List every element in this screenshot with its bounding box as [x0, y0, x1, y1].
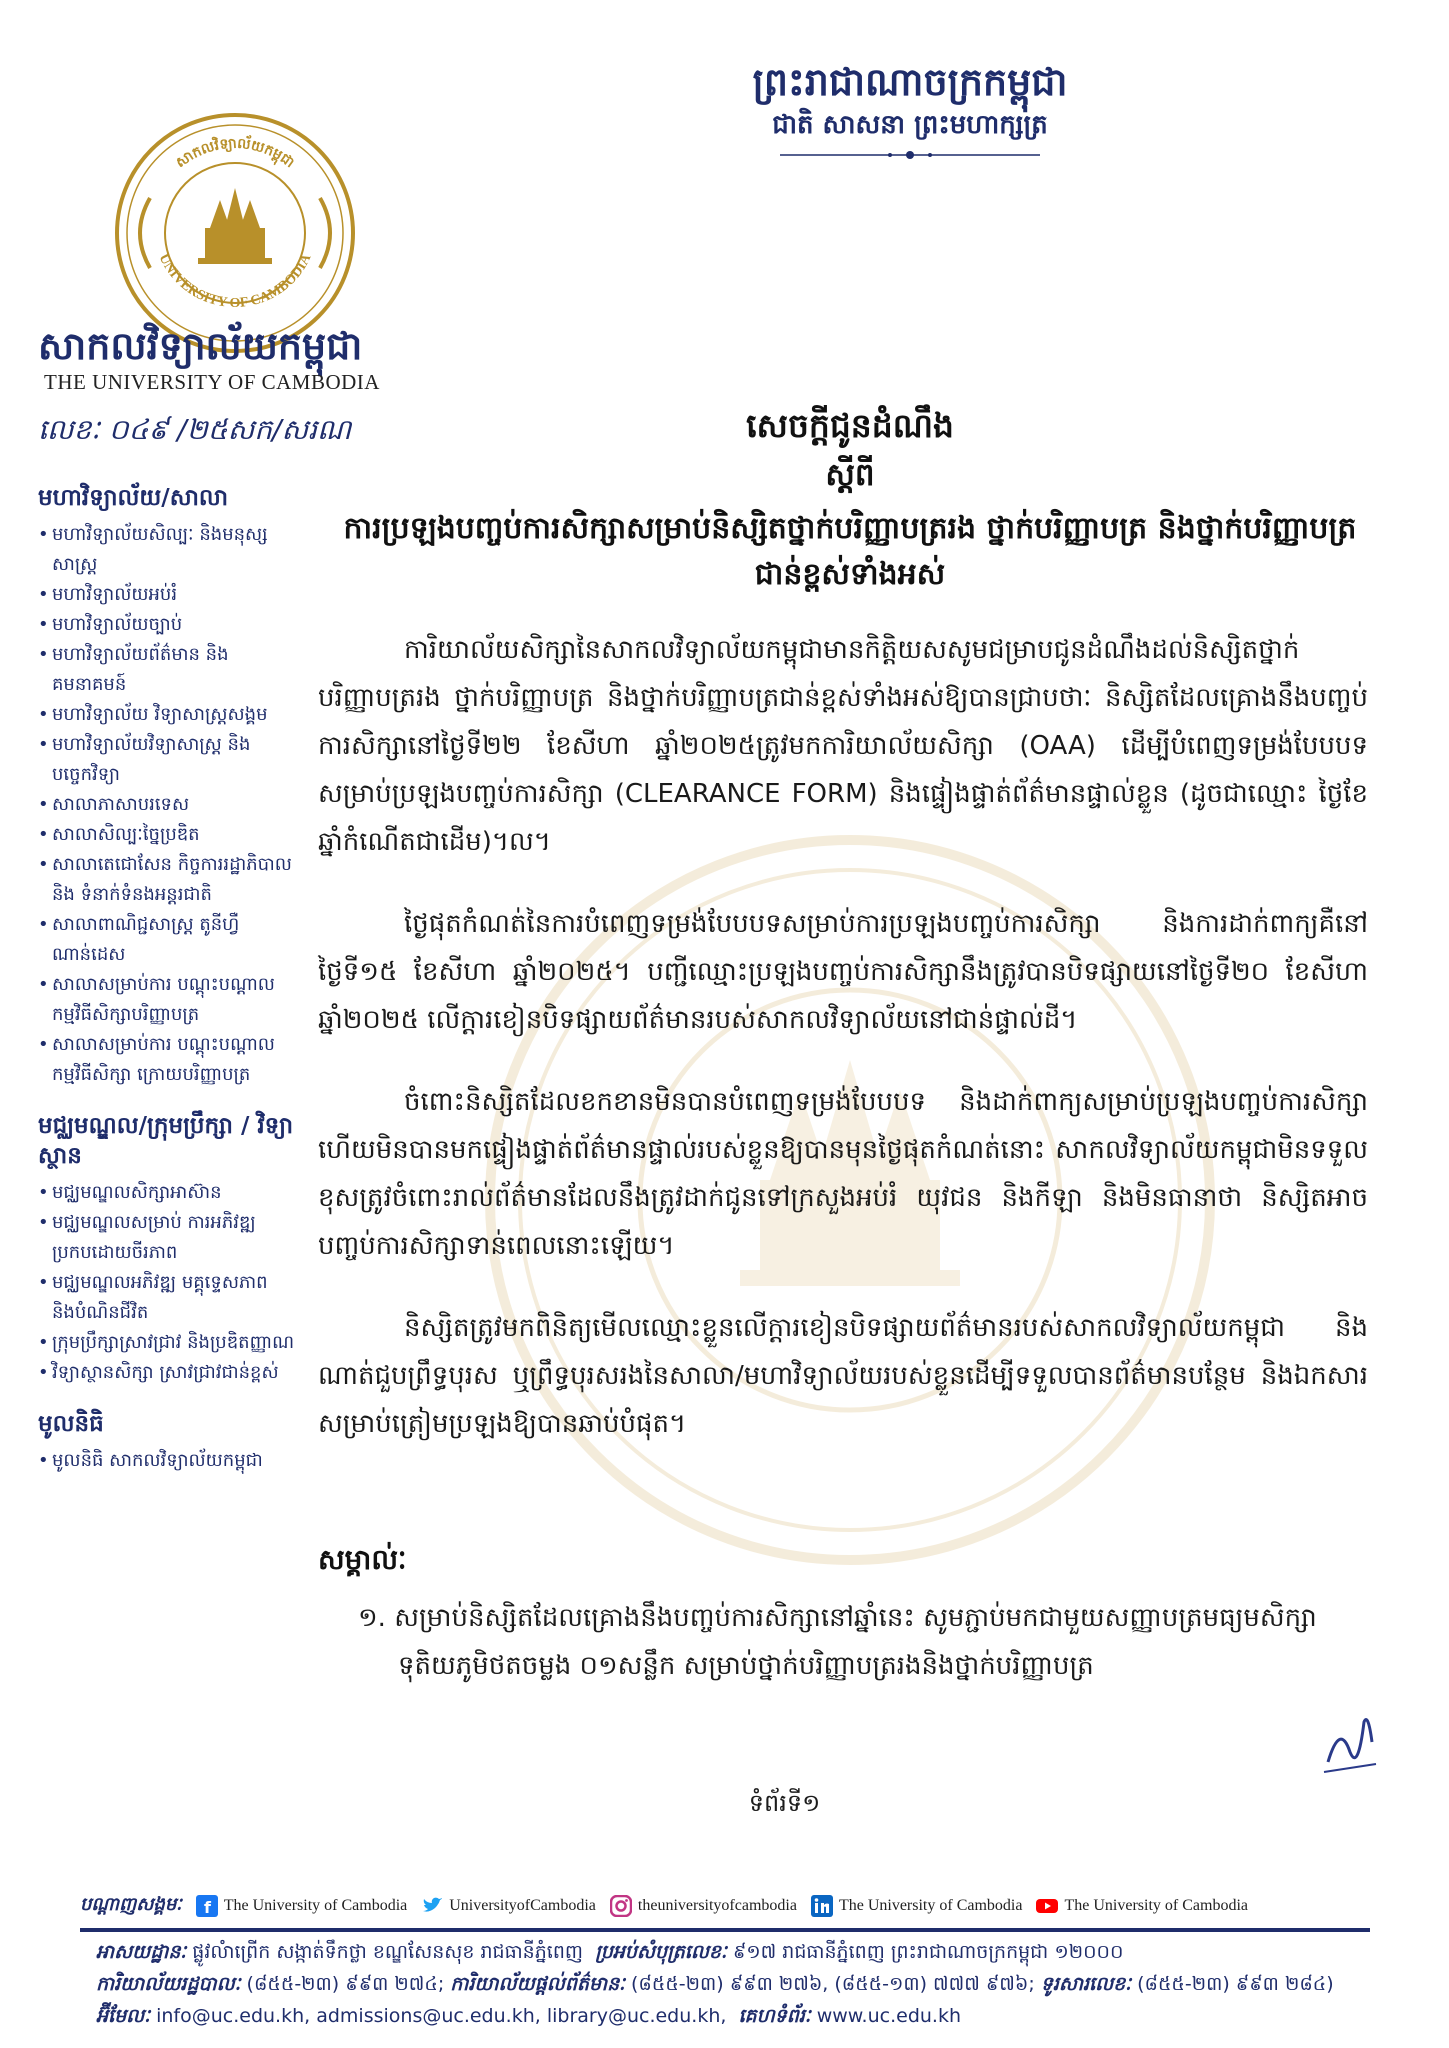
- address-label: អាសយដ្ឋានៈ: [96, 1941, 187, 1963]
- social-instagram[interactable]: [610, 1895, 797, 1917]
- website-label: គេហទំព័រៈ: [738, 2005, 811, 2027]
- university-name-english: THE UNIVERSITY OF CAMBODIA: [44, 370, 380, 394]
- notice-subtitle: ស្តីពី: [825, 457, 875, 493]
- address-text: ផ្លូវលំាព្រើក សង្កាត់ទឹកថ្លា ខណ្ឌសែនសុខ រាជធានីភ្នំពេញ: [192, 1941, 583, 1963]
- svg-text:UNIVERSITY OF CAMBODIA: UNIVERSITY OF CAMBODIA: [155, 251, 315, 312]
- fax-number: (៨៥៥-២៣) ៩៩៣ ២៨៤): [1137, 1973, 1334, 1995]
- footer-contact-line: [96, 2004, 1386, 2032]
- sidebar-item: • ក្រុមប្រឹក្សាស្រាវជ្រាវ និងប្រឌិតញ្ញាណ: [38, 1328, 296, 1358]
- sidebar-item: • មហាវិទ្យាល័យវិទ្យាសាស្ត្រ និងបច្ចេកវិទ្យា: [38, 730, 296, 790]
- office-label: ការិយាល័យរដ្ឋបាលៈ: [96, 1973, 241, 1995]
- sidebar-item: • មជ្ឈមណ្ឌលសម្រាប់ ការអភិវឌ្ឍ ប្រកបដោយចីរភាព: [38, 1208, 296, 1268]
- sidebar-item: • វិទ្យាស្ថានសិក្សា ស្រាវជ្រាវជាន់ខ្ពស់: [38, 1358, 296, 1388]
- body-paragraph: ថ្ងៃផុតកំណត់នៃការបំពេញទម្រង់បែបបទសម្រាប់ការប្រឡងបញ្ចប់ការសិក្សា និងការដាក់ពាក្យគឺនៅថ្ងៃទី១៥ ខែសីហា ឆ្នាំ២០២៥។ បញ្ជីឈ្មោះប្រឡងបញ្ចប់ការសិក្សានឹងត្រូវបានបិទផ្សាយនៅថ្ងៃទី២០ ខែសីហា ឆ្នាំ២០២៥ លើក្តារខៀនបិទផ្សាយព័ត៌មានរបស់សាកលវិទ្យាល័យនៅជាន់ផ្ទាល់ដី។: [318, 909, 1368, 1035]
- body-paragraph: និស្សិតត្រូវមកពិនិត្យមើលឈ្មោះខ្លួនលើក្តារខៀនបិទផ្សាយព័ត៌មានរបស់សាកលវិទ្យាល័យកម្ពុជា និងណាត់ជួបព្រឹទ្ធបុរស ឬព្រឹទ្ធបុរសរងនៃសាលា/មហាវិទ្យាល័យរបស់ខ្លួនដើម្បីទទួលបានព័ត៌មានបន្ថែម និងឯកសារសម្រាប់ត្រៀមប្រឡងឱ្យបានឆាប់បំផុត។: [318, 1313, 1368, 1439]
- instagram-icon: [610, 1895, 632, 1917]
- kingdom-heading: ព្រះរាជាណាចក្រកម្ពុជា: [752, 60, 1068, 104]
- info-phone: (៨៥៥-២៣) ៩៩៣ ២៧៦, (៨៥៥-១៣) ៧៧៧ ៩៧៦;: [631, 1973, 1035, 1995]
- sidebar-heading-foundation: មូលនិធិ: [38, 1410, 104, 1437]
- email-links[interactable]: info@uc.edu.kh, admissions@uc.edu.kh, library@uc.edu.kh,: [156, 2005, 727, 2027]
- sidebar-item: • មហាវិទ្យាល័យព័ត៌មាន និងគមនាគមន៍: [38, 640, 296, 700]
- sidebar-list-foundation: [38, 1446, 296, 1476]
- sidebar-item: • មហាវិទ្យាល័យ វិទ្យាសាស្ត្រសង្គម: [38, 700, 296, 730]
- sidebar-item: • សាលាសម្រាប់ការ បណ្តុះបណ្តាល កម្មវិធីសិក្សាបរិញ្ញាបត្រ: [38, 970, 296, 1030]
- sidebar-item: • សាលាភាសាបរទេស: [38, 790, 296, 820]
- sidebar-item: • សាលាសម្រាប់ការ បណ្តុះបណ្តាលកម្មវិធីសិក្សា ក្រោយបរិញ្ញាបត្រ: [38, 1030, 296, 1090]
- pobox-text: ៩១៧ រាជធានីភ្នំពេញ ព្រះរាជាណាចក្រកម្ពុជា ១២០០០: [732, 1941, 1124, 1963]
- social-text: The University of Cambodia: [223, 1896, 408, 1914]
- facebook-icon: [196, 1895, 218, 1917]
- linkedin-icon: [811, 1895, 833, 1917]
- sidebar-list-centers: [38, 1178, 296, 1388]
- sidebar-item: • សាលាតេជោសែន កិច្ចការរដ្ឋាភិបាល និង ទំនាក់ទំនងអន្តរជាតិ: [38, 850, 296, 910]
- sidebar-list-faculties: [38, 520, 296, 1090]
- national-motto: ជាតិ សាសនា ព្រះមហាក្សត្រ: [772, 110, 1048, 140]
- notice-body: [318, 626, 1368, 1482]
- sidebar-item: • មហាវិទ្យាល័យសិល្បៈ និងមនុស្សសាស្ត្រ: [38, 520, 296, 580]
- note-item: ១. សម្រាប់និស្សិតដែលគ្រោងនឹងបញ្ចប់ការសិក្សានៅឆ្នាំនេះ សូមភ្ជាប់មកជាមួយសញ្ញាបត្រមធ្យមសិក្សាទុតិយភូមិថតចម្លង ០១សន្លឹក សម្រាប់ថ្នាក់បរិញ្ញាបត្ររងនិងថ្នាក់បរិញ្ញាបត្រ: [358, 1603, 1317, 1681]
- fax-label: ទូរសារលេខៈ: [1040, 1973, 1132, 1995]
- social-youtube[interactable]: [1036, 1895, 1248, 1917]
- sidebar-item: • មហាវិទ្យាល័យច្បាប់: [38, 610, 296, 640]
- footer-address-line: [96, 1940, 1386, 1968]
- office-phone: (៨៥៥-២៣) ៩៩៣ ២៧៤;: [246, 1973, 445, 1995]
- footer-phone-line: [96, 1972, 1386, 2000]
- sidebar-item: • មូលនិធិ សាកលវិទ្យាល័យកម្ពុជា: [38, 1446, 296, 1476]
- notice-title: សេចក្តីជូនដំណឹង: [746, 406, 954, 445]
- sidebar-directory: [38, 484, 296, 1498]
- signature-initials: [1320, 1702, 1380, 1782]
- reference-number: លេខៈ ០៤៩ /២៥សក/សរណ: [38, 413, 352, 446]
- body-paragraph: ការិយាល័យសិក្សានៃសាកលវិទ្យាល័យកម្ពុជាមានកិត្តិយសសូមជម្រាបជូនដំណឹងដល់និស្សិតថ្នាក់បរិញ្ញាបត្ររង ថ្នាក់បរិញ្ញាបត្រ និងថ្នាក់បរិញ្ញាបត្រជាន់ខ្ពស់ទាំងអស់ឱ្យបានជ្រាបថាៈ និស្សិតដែលគ្រោងនឹងបញ្ចប់ការសិក្សានៅថ្ងៃទី២២ ខែសីហា ឆ្នាំ២០២៥ត្រូវមកការិយាល័យសិក្សា (OAA) ដើម្បីបំពេញទម្រង់បែបបទសម្រាប់ប្រឡងបញ្ចប់ការសិក្សា (CLEARANCE FORM) និងផ្ទៀងផ្ទាត់ព័ត៌មានផ្ទាល់ខ្លួន (ដូចជាឈ្មោះ ថ្ងៃខែឆ្នាំកំណើតជាដើម)។ល។: [318, 635, 1368, 857]
- svg-text:f: f: [203, 1897, 211, 1917]
- email-label: អ៊ីមែលៈ: [96, 2005, 151, 2027]
- sidebar-heading-centers: មជ្ឈមណ្ឌល/ក្រុមប្រឹក្សា / វិទ្យាស្ថាន: [38, 1112, 294, 1169]
- sidebar-item: • មជ្ឈមណ្ឌលសិក្សាអាស៊ាន: [38, 1178, 296, 1208]
- university-name-khmer: សាកលវិទ្យាល័យកម្ពុជា: [38, 324, 363, 368]
- ornament-divider: [770, 148, 1050, 162]
- social-text: theuniversityofcambodia: [637, 1896, 797, 1914]
- website-link[interactable]: www.uc.edu.kh: [816, 2005, 962, 2027]
- social-media-bar: [80, 1892, 1370, 1919]
- sidebar-item: • មជ្ឈមណ្ឌលអភិវឌ្ឍ មគ្គុទ្ទេសភាព និងបំណិនជីវិត: [38, 1268, 296, 1328]
- twitter-icon: [421, 1895, 443, 1917]
- social-text: The University of Cambodia: [1064, 1896, 1248, 1914]
- page-number: ទំព័រទី១: [748, 1789, 821, 1817]
- social-twitter[interactable]: [421, 1895, 596, 1917]
- body-paragraph: ចំពោះនិស្សិតដែលខកខានមិនបានបំពេញទម្រង់បែបបទ និងដាក់ពាក្យសម្រាប់ប្រឡងបញ្ចប់ការសិក្សា ហើយមិនបានមកផ្ទៀងផ្ទាត់ព័ត៌មានផ្ទាល់របស់ខ្លួនឱ្យបានមុនថ្ងៃផុតកំណត់នោះ សាកលវិទ្យាល័យកម្ពុជាមិនទទួលខុសត្រូវចំពោះរាល់ព័ត៌មានដែលនឹងត្រូវដាក់ជូនទៅក្រសួងអប់រំ យុវជន និងកីឡា និងមិនធានាថា និស្សិតអាចបញ្ចប់ការសិក្សាទាន់ពេលនោះឡើយ។: [318, 1087, 1368, 1261]
- university-seal-logo: [110, 108, 360, 358]
- notice-topic: ការប្រឡងបញ្ចប់ការសិក្សាសម្រាប់និស្សិតថ្នាក់បរិញ្ញាបត្ររង ថ្នាក់បរិញ្ញាបត្រ និងថ្នាក់បរិញ្ញាបត្រជាន់ខ្ពស់ទាំងអស់: [343, 511, 1357, 592]
- sidebar-item: • មហាវិទ្យាល័យអប់រំ: [38, 580, 296, 610]
- info-label: ការិយាល័យផ្តល់ព័ត៌មានៈ: [450, 1973, 625, 1995]
- social-label: បណ្តាញសង្គមៈ: [80, 1894, 182, 1915]
- social-text: The University of Cambodia: [838, 1896, 1023, 1914]
- sidebar-item: • សាលាសិល្បៈច្នៃប្រឌិត: [38, 820, 296, 850]
- pobox-label: ប្រអប់សំបុត្រលេខៈ: [595, 1941, 727, 1963]
- note-label: សម្គាល់ៈ: [318, 1543, 407, 1576]
- youtube-icon: [1036, 1895, 1058, 1917]
- sidebar-item: • សាលាពាណិជ្ជសាស្ត្រ តូនីហ្វឺណាន់ដេស: [38, 910, 296, 970]
- footer-rule: [80, 1928, 1370, 1932]
- svg-text:សាកលវិទ្យាល័យកម្ពុជា: សាកលវិទ្យាល័យកម្ពុជា: [172, 135, 298, 172]
- social-text: UniversityofCambodia: [449, 1896, 596, 1914]
- sidebar-heading-faculties: មហាវិទ្យាល័យ/សាលា: [38, 485, 229, 511]
- social-linkedin[interactable]: [811, 1895, 1023, 1917]
- social-facebook[interactable]: [196, 1895, 408, 1917]
